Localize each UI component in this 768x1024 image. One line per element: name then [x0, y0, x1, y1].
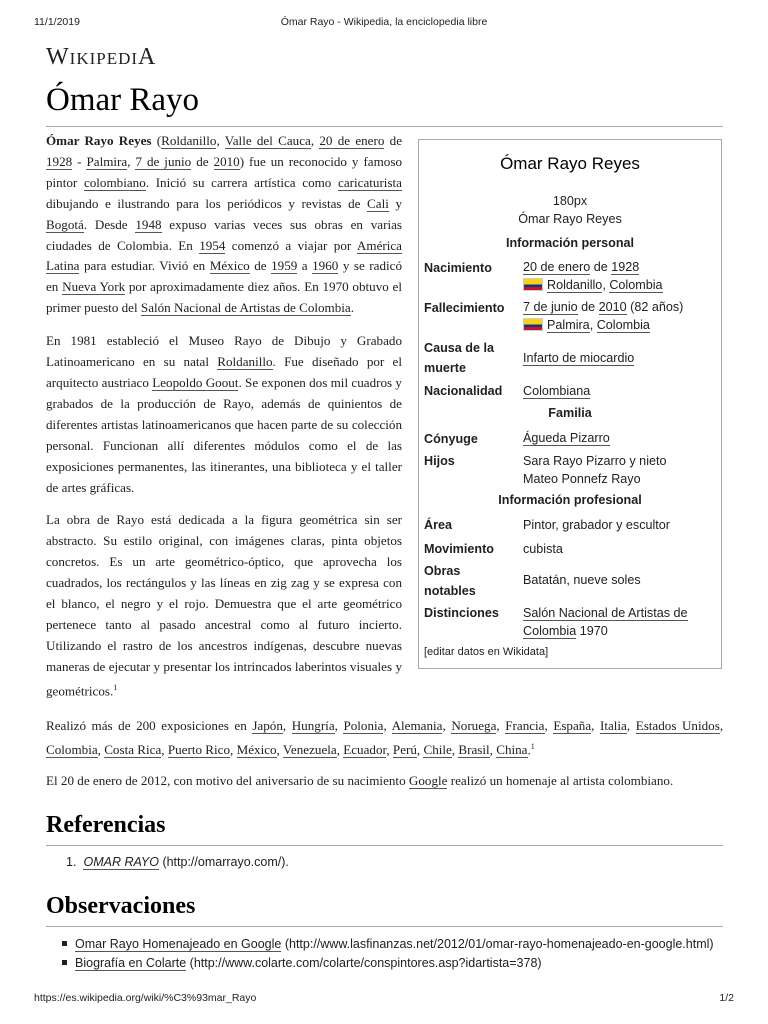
text: ,: [544, 718, 554, 733]
reference-url: (http://omarrayo.com/).: [158, 855, 289, 869]
link-mexico[interactable]: México: [209, 258, 250, 274]
text: para estudiar. Vivió en: [79, 258, 210, 274]
article-body: [46, 131, 402, 714]
fallecimiento-label: Fallecimiento: [424, 301, 505, 315]
references-divider: [46, 845, 723, 846]
link-venezuela[interactable]: Venezuela: [282, 742, 337, 758]
text: y: [388, 195, 403, 211]
link-infarto[interactable]: Infarto de miocardio: [523, 351, 635, 365]
text: -: [72, 153, 87, 169]
page-number: 1/2: [719, 992, 734, 1004]
text: El 20 de enero de 2012, con motivo del aniversario de su nacimiento: [46, 773, 409, 788]
print-date: 11/1/2019: [34, 16, 80, 28]
label-line: Obras: [424, 564, 461, 578]
observations-heading: Observaciones: [46, 893, 196, 919]
link-estados-unidos[interactable]: Estados Unidos: [635, 718, 720, 733]
link-espana[interactable]: España: [553, 718, 592, 733]
text: a: [297, 258, 313, 274]
link-puerto-rico[interactable]: Puerto Rico: [167, 742, 231, 758]
text: ,: [282, 718, 292, 733]
observations-divider: [46, 926, 723, 927]
text: ,: [442, 718, 452, 733]
infobox-image-link[interactable]: 180px: [552, 194, 588, 208]
infobox-section-familia: Familia: [548, 406, 592, 420]
text: de: [577, 300, 599, 314]
wikidata-edit-link[interactable]: [editar datos en Wikidata]: [424, 646, 549, 658]
observation-item: [62, 956, 542, 970]
infobox-image-caption: Ómar Rayo Reyes: [518, 212, 622, 226]
text: . Fue diseñado por el arquitecto austriaco: [46, 354, 402, 390]
text: ,: [626, 718, 636, 733]
link-hungria[interactable]: Hungría: [291, 718, 335, 733]
link-ecuador[interactable]: Ecuador: [343, 742, 387, 758]
link-1948[interactable]: 1948: [135, 216, 162, 232]
museum-paragraph: [46, 331, 402, 498]
infobox-title: Ómar Rayo Reyes: [500, 154, 640, 173]
link-1960[interactable]: 1960: [312, 258, 339, 274]
text: ,: [230, 742, 237, 758]
text: .: [350, 300, 355, 316]
link-china[interactable]: China: [496, 742, 528, 758]
link-1928[interactable]: 1928: [46, 153, 73, 169]
reference-marker[interactable]: 1: [530, 741, 535, 751]
link-palmira[interactable]: Palmira: [547, 318, 590, 332]
text: y se radicó en: [46, 258, 403, 295]
link-roldanillo[interactable]: Roldanillo: [161, 133, 217, 148]
text: .: [527, 742, 531, 758]
text: ,: [383, 718, 392, 733]
text: de: [590, 260, 612, 274]
text: En 1981 estableció el Museo Rayo de Dibujo y Grabado Latinoamericano en su natal: [46, 333, 402, 370]
text: Realizó más de 200 exposiciones en: [46, 718, 253, 733]
text: dibujando e ilustrando para los periódicos y revistas de: [46, 195, 368, 211]
intro-paragraph: [46, 131, 402, 319]
link-italia[interactable]: Italia: [599, 718, 627, 733]
link-colombiana[interactable]: Colombiana: [523, 384, 591, 398]
text: ,: [719, 718, 724, 733]
text: comenzó a viajar por: [225, 237, 357, 253]
observation-item: [62, 937, 714, 951]
text: expuso varias veces sus obras en varias ciudades de Colombia. En: [46, 216, 402, 253]
link-america-latina[interactable]: América Latina: [46, 237, 402, 274]
comma: ,: [589, 318, 597, 332]
reference-link[interactable]: OMAR RAYO: [83, 855, 159, 869]
obras-label: [424, 561, 519, 601]
text: ,: [416, 742, 424, 758]
wordmark-middle: IKIPEDI: [69, 49, 139, 68]
year-text: 1970: [576, 624, 608, 638]
text: . Se exponen dos mil cuadros y grabados de la producción de Rayo, además de quinientos de diferentes artistas latinoamericanos que hacen parte de su colección personal. Funcionan allí diferentes módulos como el de las exposiciones permanentes, las itinerantes, una biblioteca y el taller de artes gráficas.: [46, 374, 402, 495]
link-leopoldo-goout[interactable]: Leopoldo Goout: [152, 374, 239, 390]
text: realizó un homenaje al artista colombiano.: [447, 773, 674, 788]
text: por aproximadamente diez años. En 1970 obtuvo el primer puesto del: [46, 279, 402, 316]
label-line: muerte: [424, 361, 466, 375]
hijos-label: Hijos: [424, 454, 455, 468]
text: ,: [216, 133, 225, 148]
text: ,: [336, 742, 344, 758]
reference-item: [66, 855, 289, 869]
link-francia[interactable]: Francia: [505, 718, 545, 733]
link-agueda-pizarro[interactable]: Águeda Pizarro: [523, 431, 610, 445]
print-url: https://es.wikipedia.org/wiki/%C3%93mar_Rayo: [34, 992, 257, 1004]
wordmark-first: W: [46, 44, 70, 70]
print-header: [0, 16, 768, 30]
link-colombia[interactable]: Colombia: [596, 318, 650, 332]
nacimiento-value: [523, 258, 715, 294]
link-colombia[interactable]: Colombia: [46, 742, 98, 758]
wordmark-last: A: [138, 44, 157, 70]
causa-value: [523, 349, 715, 367]
link-palmira[interactable]: Palmira: [86, 153, 128, 169]
movimiento-value: cubista: [523, 542, 563, 556]
value-line: Sara Rayo Pizarro y nieto: [523, 454, 667, 468]
observation-link[interactable]: Biografía en Colarte: [75, 956, 187, 970]
link-roldanillo[interactable]: Roldanillo: [547, 278, 603, 292]
wikipedia-wordmark[interactable]: [46, 44, 156, 71]
link-chile[interactable]: Chile: [423, 742, 452, 758]
link-google[interactable]: Google: [408, 773, 448, 788]
print-footer: [0, 992, 768, 1006]
nacimiento-label: Nacimiento: [424, 261, 492, 275]
link-2010[interactable]: 2010: [213, 153, 240, 169]
nacionalidad-label: Nacionalidad: [424, 384, 503, 398]
text: . Desde: [83, 216, 136, 232]
link-7-de-junio[interactable]: 7 de junio: [523, 300, 578, 314]
link-salon-nacional[interactable]: Salón Nacional de Artistas de: [523, 606, 688, 620]
infobox: [418, 139, 722, 669]
distinciones-value: [523, 604, 715, 640]
link-cali[interactable]: Cali: [367, 195, 389, 211]
text: ,: [489, 742, 497, 758]
subject-name: Ómar Rayo Reyes: [46, 133, 152, 148]
age-text: (82 años): [626, 300, 684, 314]
link-colombia[interactable]: Colombia: [609, 278, 663, 292]
link-mexico[interactable]: México: [236, 742, 277, 758]
link-salon-nacional-cont[interactable]: Colombia: [523, 624, 577, 638]
link-salon-nacional[interactable]: Salón Nacional de Artistas de Colombia: [140, 300, 351, 316]
hijos-value: [523, 452, 715, 488]
link-7-de-junio[interactable]: 7 de junio: [135, 153, 192, 169]
link-costa-rica[interactable]: Costa Rica: [104, 742, 162, 758]
text: ,: [310, 133, 320, 148]
link-1928[interactable]: 1928: [611, 260, 640, 274]
google-paragraph: [46, 771, 723, 792]
area-value: Pintor, grabador y escultor: [523, 518, 671, 532]
text: ,: [451, 742, 459, 758]
print-title: Ómar Rayo - Wikipedia, la enciclopedia libre: [280, 16, 488, 28]
references-heading: Referencias: [46, 812, 166, 838]
reference-marker[interactable]: 1: [113, 682, 118, 692]
link-bogota[interactable]: Bogotá: [46, 216, 84, 232]
colombia-flag-icon: [523, 278, 543, 291]
bullet-icon: [62, 960, 67, 965]
colombia-flag-icon: [523, 318, 543, 331]
reference-number: 1.: [66, 855, 77, 869]
references-list: [66, 855, 289, 869]
infobox-section-profesional: Información profesional: [498, 493, 642, 507]
text: ,: [334, 718, 344, 733]
distinciones-label: Distinciones: [424, 606, 499, 620]
text: de: [191, 153, 214, 169]
exhibitions-paragraph: [46, 716, 723, 761]
nacionalidad-value: [523, 382, 715, 400]
link-alemania[interactable]: Alemania: [391, 718, 443, 733]
link-valle-del-cauca[interactable]: Valle del Cauca: [224, 133, 311, 148]
fallecimiento-value: [523, 298, 715, 334]
conyuge-value: [523, 429, 715, 447]
observation-url: (http://www.colarte.com/colarte/conspintores.asp?idartista=378): [186, 956, 542, 970]
movimiento-label: Movimiento: [424, 542, 494, 556]
area-label: Área: [424, 518, 453, 532]
link-20-de-enero[interactable]: 20 de enero: [523, 260, 591, 274]
text: de: [384, 133, 403, 148]
link-colombiano[interactable]: colombiano: [83, 174, 146, 190]
text: ,: [591, 718, 600, 733]
text: ,: [496, 718, 506, 733]
link-polonia[interactable]: Polonia: [343, 718, 384, 733]
text: ,: [161, 742, 168, 758]
causa-label: [424, 338, 519, 378]
link-caricaturista[interactable]: caricaturista: [338, 174, 402, 190]
comma: ,: [602, 278, 610, 292]
text: ,: [276, 742, 283, 758]
observation-url: (http://www.lasfinanzas.net/2012/01/omar-rayo-homenajeado-en-google.html): [281, 937, 714, 951]
text: . Inició su carrera artística como: [145, 174, 339, 190]
text: de: [249, 258, 272, 274]
page-title: Ómar Rayo: [46, 82, 200, 118]
style-paragraph: [46, 510, 402, 702]
link-noruega[interactable]: Noruega: [451, 718, 497, 733]
text: (: [151, 133, 162, 148]
link-1959[interactable]: 1959: [271, 258, 298, 274]
text: La obra de Rayo está dedicada a la figura geométrica sin ser abstracto. Su estilo original, con imágenes claras, pinta objetos concretos. Es un arte geométrico-óptico, que aprovecha los cuadrados, los rectángulos y las líneas en zig zag y se expresa con el blanco, el negro y el rojo. Demuestra que el arte geométrico pertenece tanto al pasado ancestral como al futuro incierto. Utilizando el rastro de los ancestros indígenas, descubre nuevas maneras de ejecutar y presentar los intrincados laberintos visuales y geométricos.: [46, 512, 402, 699]
link-roldanillo[interactable]: Roldanillo: [217, 354, 273, 370]
obras-value: Batatán, nueve soles: [523, 573, 641, 587]
link-japon[interactable]: Japón: [252, 718, 283, 733]
label-line: Causa de la: [424, 341, 494, 355]
bullet-icon: [62, 941, 67, 946]
text: ) fue un reconocido y famoso pintor: [46, 153, 402, 190]
text: ,: [386, 742, 393, 758]
label-line: notables: [424, 584, 476, 598]
title-divider: [46, 126, 723, 127]
link-brasil[interactable]: Brasil: [458, 742, 490, 758]
link-1954[interactable]: 1954: [199, 237, 226, 253]
text: ,: [97, 742, 105, 758]
observation-link[interactable]: Omar Rayo Homenajeado en Google: [75, 937, 282, 951]
link-20-de-enero[interactable]: 20 de enero: [319, 133, 385, 148]
link-peru[interactable]: Perú: [392, 742, 417, 758]
infobox-section-personal: Información personal: [505, 236, 635, 250]
conyuge-label: Cónyuge: [424, 432, 478, 446]
link-2010[interactable]: 2010: [598, 300, 627, 314]
value-line: Mateo Ponnefz Rayo: [523, 472, 641, 486]
link-nueva-york[interactable]: Nueva York: [62, 279, 126, 295]
text: ,: [127, 153, 136, 169]
